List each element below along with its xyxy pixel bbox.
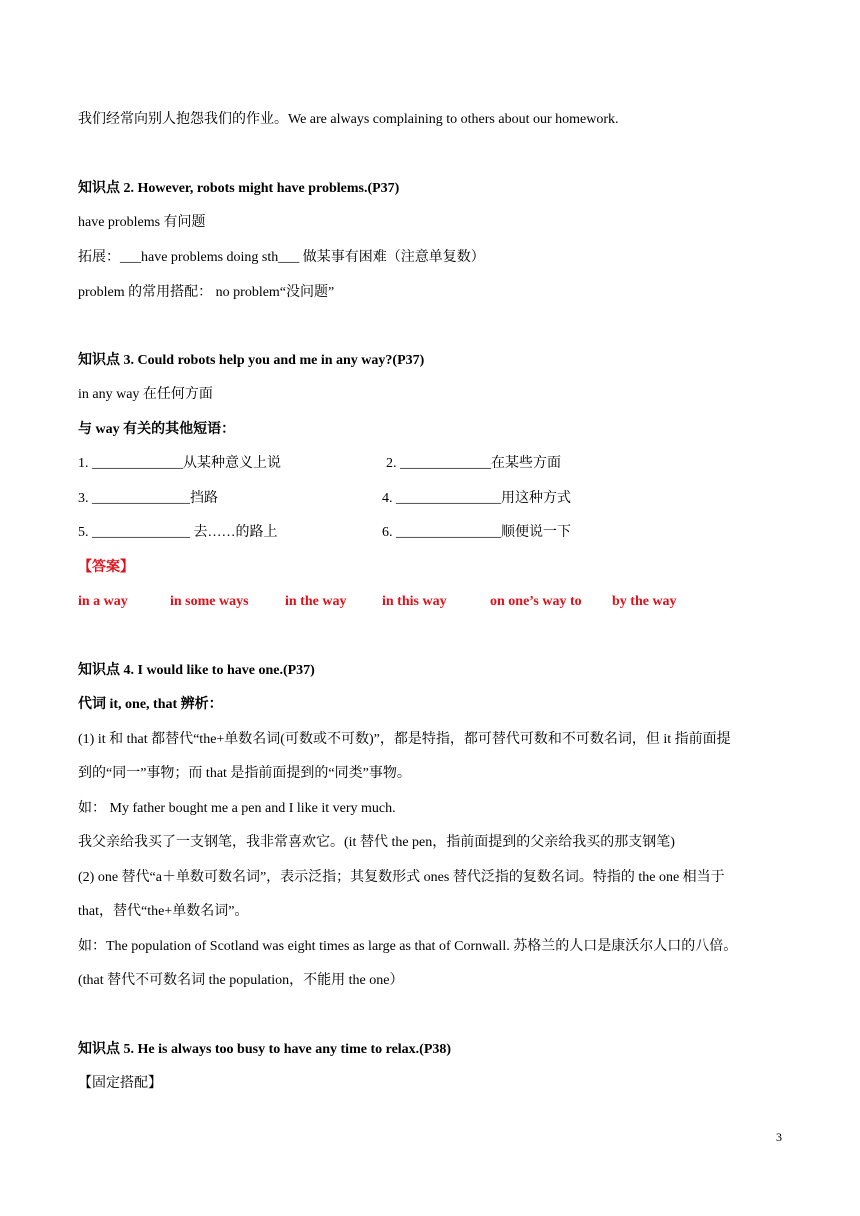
answer-item: in a way	[78, 594, 128, 609]
exercise-item: 4. _______________用这种方式	[382, 491, 571, 506]
text-line: 我们经常向别人抱怨我们的作业。We are always complaining to others about our homework.	[78, 112, 619, 127]
section-heading-kp4: 知识点 4. I would like to have one.(P37)	[78, 663, 315, 678]
text-line: 【固定搭配】	[78, 1076, 162, 1091]
text-line: problem 的常用搭配： no problem“没问题”	[78, 285, 335, 300]
page-number: 3	[776, 1130, 782, 1144]
text-line: (that 替代不可数名词 the population，不能用 the one）	[78, 973, 404, 988]
text-line: 到的“同一”事物；而 that 是指前面提到的“同类”事物。	[78, 766, 411, 781]
text-line: (1) it 和 that 都替代“the+单数名词(可数或不可数)”，都是特指，都可替代可数和不可数名词，但 it 指前面提	[78, 732, 731, 747]
exercise-row	[78, 454, 778, 474]
exercise-row	[78, 523, 778, 543]
text-line: (2) one 替代“a＋单数可数名词”，表示泛指；其复数形式 ones 替代泛指的复数名词。特指的 the one 相当于	[78, 870, 725, 885]
section-heading-kp5: 知识点 5. He is always too busy to have any time to relax.(P38)	[78, 1042, 452, 1057]
exercise-item: 6. _______________顺便说一下	[382, 525, 571, 540]
answer-item: by the way	[612, 594, 677, 609]
text-line: 如： My father bought me a pen and I like it very much.	[78, 801, 396, 816]
text-line: 拓展：___have problems doing sth___ 做某事有困难（注意单复数）	[78, 250, 485, 265]
section-heading-kp3: 知识点 3. Could robots help you and me in any way?(P37)	[78, 353, 425, 368]
answer-item: on one’s way to	[490, 594, 582, 609]
answer-row	[78, 592, 778, 612]
text-line: 我父亲给我买了一支钢笔，我非常喜欢它。(it 替代 the pen，指前面提到的父亲给我买的那支钢笔)	[78, 835, 675, 850]
text-line: in any way 在任何方面	[78, 387, 213, 402]
text-line: 如：The population of Scotland was eight times as large as that of Cornwall. 苏格兰的人口是康沃尔人口的八倍。	[78, 939, 738, 954]
text-line: have problems 有问题	[78, 215, 206, 230]
answer-item: in this way	[382, 594, 447, 609]
answer-item: in the way	[285, 594, 347, 609]
exercise-item: 1. _____________从某种意义上说	[78, 456, 281, 471]
answer-label: 【答案】	[78, 560, 134, 575]
exercise-row	[78, 489, 778, 509]
text-line: that，替代“the+单数名词”。	[78, 904, 249, 919]
section-heading-kp2: 知识点 2. However, robots might have problems.(P37)	[78, 181, 400, 196]
exercise-item: 5. ______________ 去……的路上	[78, 525, 278, 540]
subheading: 代词 it, one, that 辨析：	[78, 697, 223, 712]
subheading: 与 way 有关的其他短语：	[78, 422, 236, 437]
exercise-item: 3. ______________挡路	[78, 491, 218, 506]
exercise-item: 2. _____________在某些方面	[386, 456, 561, 471]
answer-item: in some ways	[170, 594, 249, 609]
